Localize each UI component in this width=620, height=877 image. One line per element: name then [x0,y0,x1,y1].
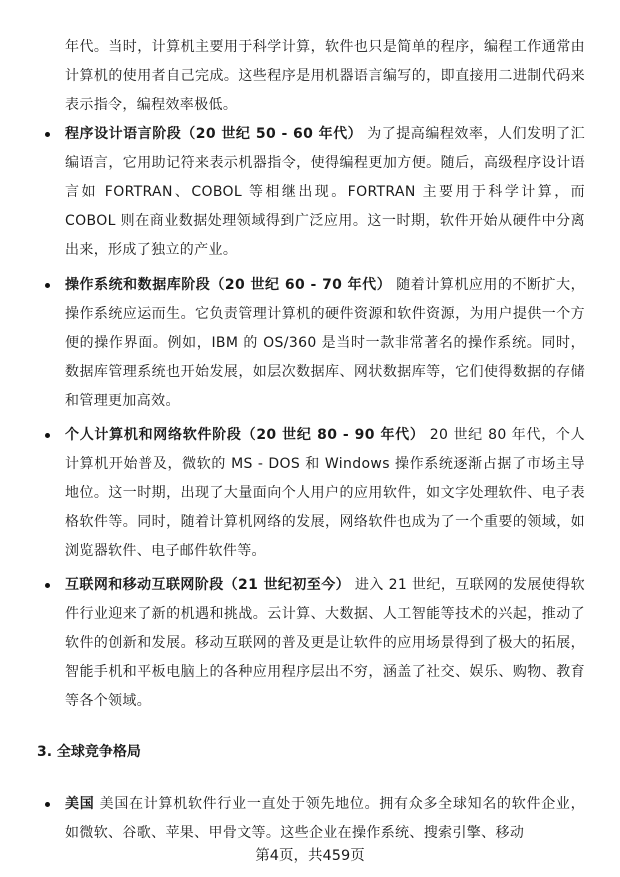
stage-text: 进入 21 世纪，互联网的发展使得软件行业迎来了新的机遇和挑战。云计算、大数据、人工智能等技术的兴起，推动了软件的创新和发展。移动互联网的普及更是让软件的应用场景得到了极大的拓展，智能手机和平板电脑上的各种应用程序层出不穷，涵盖了社交、娱乐、购物、教育等各个领域。 [65,577,585,709]
bullet-icon [45,583,50,588]
intro-paragraph: 年代。当时，计算机主要用于科学计算，软件也只是简单的程序，编程工作通常由计算机的使用者自己完成。这些程序是用机器语言编写的，即直接用二进制代码来表示指令，编程效率极低。 [65,39,585,113]
stage-text: 为了提高编程效率，人们发明了汇编语言，它用助记符来表示机器指令，使得编程更加方便。随后，高级程序设计语言如 FORTRAN、COBOL 等相继出现。FORTRAN 主要用于科学计算，而 COBOL 则在商业数据处理领域得到广泛应用。这一时期，软件开始从硬件中分离出来，形成了独立的产业。 [65,126,585,258]
bullet-icon [45,802,50,807]
bullet-icon [45,132,50,137]
section-heading: 3. 全球竞争格局 [37,744,141,760]
page-number: 第4页，共459页 [255,848,365,864]
stage-term: 程序设计语言阶段（20 世纪 50 - 60 年代） [65,126,363,142]
stage-term: 互联网和移动互联网阶段（21 世纪初至今） [65,577,351,593]
bullet-icon [45,283,50,288]
list-item-stage-4 [30,571,590,716]
list-item-stage-3 [30,421,590,566]
list-item-competition-1 [30,790,590,848]
country-term: 美国 [65,796,95,812]
list-item-stage-1 [30,120,590,265]
stage-text: 随着计算机应用的不断扩大，操作系统应运而生。它负责管理计算机的硬件资源和软件资源，为用户提供一个方便的操作界面。例如，IBM 的 OS/360 是当时一款非常著名的操作系统。同时，数据库管理系统也开始发展，如层次数据库、网状数据库等，它们使得数据的存储和管理更加高效。 [65,277,585,409]
stage-term: 个人计算机和网络软件阶段（20 世纪 80 - 90 年代） [65,427,425,443]
stage-term: 操作系统和数据库阶段（20 世纪 60 - 70 年代） [65,277,392,293]
list-item-stage-2 [30,271,590,416]
bullet-icon [45,433,50,438]
stage-text: 20 世纪 80 年代，个人计算机开始普及，微软的 MS - DOS 和 Windows 操作系统逐渐占据了市场主导地位。这一时期，出现了大量面向个人用户的应用软件，如文字处理软件、电子表格软件等。同时，随着计算机网络的发展，网络软件也成为了一个重要的领域，如浏览器软件、电子邮件软件等。 [65,427,585,559]
country-text: 美国在计算机软件行业一直处于领先地位。拥有众多全球知名的软件企业，如微软、谷歌、苹果、甲骨文等。这些企业在操作系统、搜索引擎、移动 [65,796,585,841]
